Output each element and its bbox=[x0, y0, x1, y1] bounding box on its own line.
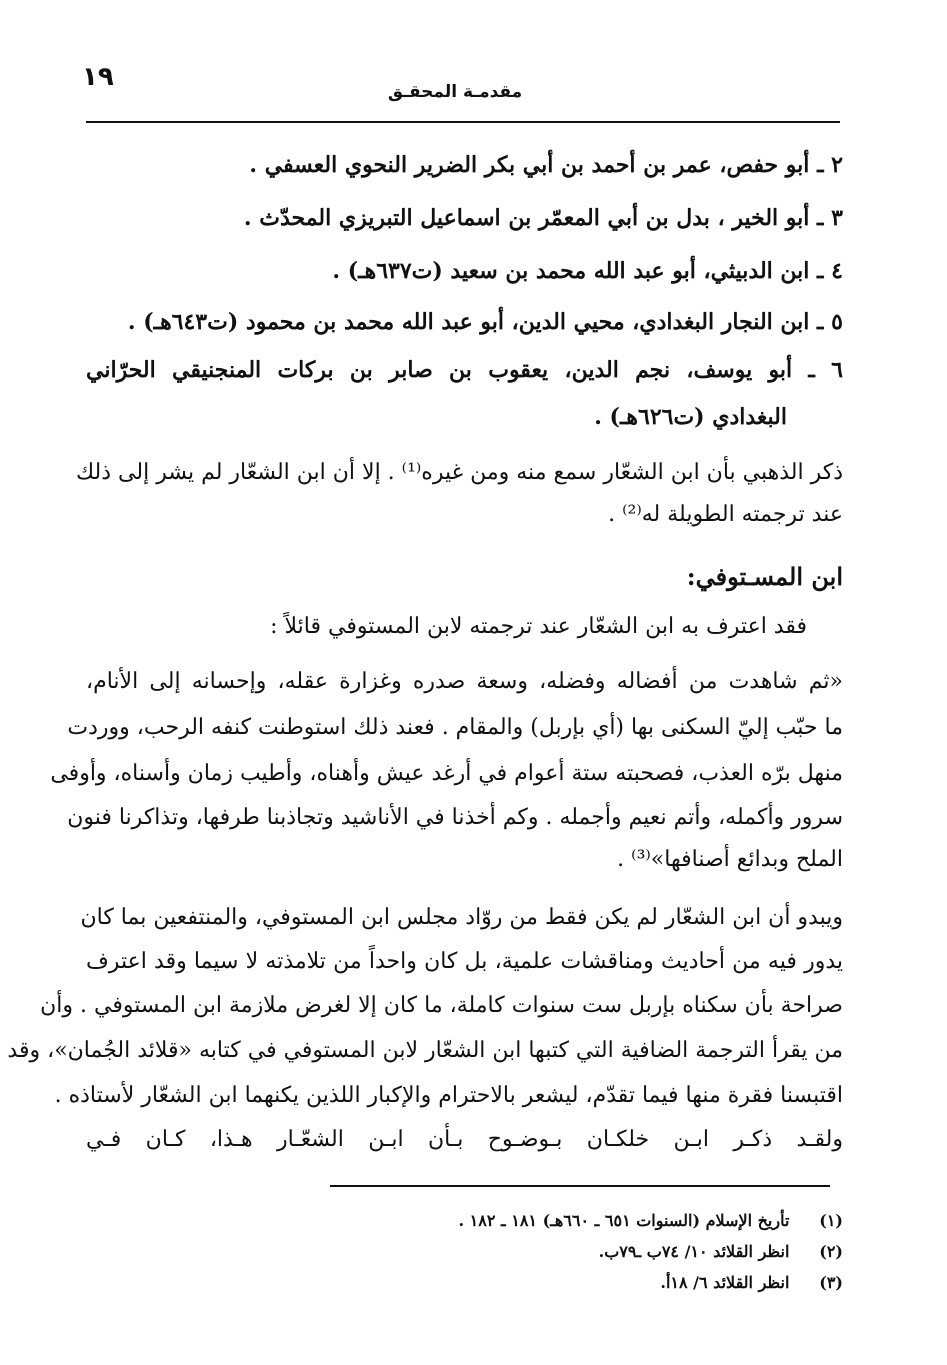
list-item: ٥ ـ ابن النجار البغدادي، محيي الدين، أبو عبد الله محمد بن محمود (ت٦٤٣هـ) . bbox=[127, 309, 843, 335]
footnote-rule bbox=[330, 1185, 830, 1187]
list-item: ٢ ـ أبو حفص، عمر بن أحمد بن أبي بكر الضرير النحوي العسفي . bbox=[249, 152, 843, 178]
running-title: مقدمـة المحقـق bbox=[387, 82, 523, 102]
list-item: ٦ ـ أبو يوسف، نجم الدين، يعقوب بن صابر بن بركات المنجنيقي الحرّاني bbox=[86, 357, 843, 383]
paragraph-line: ذكر الذهبي بأن ابن الشعّار سمع منه ومن غيره⁽¹⁾ . إلا أن ابن الشعّار لم يشر إلى ذلك bbox=[76, 460, 843, 485]
paragraph-line: صراحة بأن سكناه بإربل ست سنوات كاملة، ما كان إلا لغرض ملازمة ابن المستوفي . وأن bbox=[40, 993, 843, 1018]
quote-line: «ثم شاهدت من أفضاله وفضله، وسعة صدره وغزارة عقله، وإحسانه إلى الأنام، bbox=[86, 669, 843, 694]
footnote-number: (٢) bbox=[819, 1242, 843, 1261]
footnote-text: انظر القلائد ١٠/ ٧٤ب ـ٧٩ب. bbox=[598, 1242, 790, 1261]
list-item: ٣ ـ أبو الخير ، بدل بن أبي المعمّر بن اسماعيل التبريزي المحدّث . bbox=[243, 205, 843, 231]
footnote bbox=[458, 1210, 843, 1232]
footnote bbox=[660, 1272, 843, 1294]
quote-line: منهل برّه العذب، فصحبته ستة أعوام في أرغد عيش وأهناه، وأطيب زمان وأسناه، وأوفى bbox=[50, 761, 843, 786]
footnote-number: (١) bbox=[819, 1211, 843, 1230]
footnote-text: تأريخ الإسلام (السنوات ٦٥١ ـ ٦٦٠هـ) ١٨١ ـ ١٨٢ . bbox=[458, 1211, 790, 1230]
paragraph-line: فقد اعترف به ابن الشعّار عند ترجمته لابن المستوفي قائلاً : bbox=[270, 614, 807, 639]
paragraph-line: عند ترجمته الطويلة له⁽²⁾ . bbox=[608, 502, 843, 527]
paragraph-line: ولقـد ذكـر ابـن خلكـان بـوضـوح بـأن ابـن الشعّـار هـذا، كـان فـي bbox=[86, 1127, 843, 1152]
quote-line: ما حبّب إليّ السكنى بها (أي بإربل) والمقام . فعند ذلك استوطنت كنفه الرحب، ووردت bbox=[67, 715, 843, 740]
footnote bbox=[599, 1241, 843, 1263]
section-heading: ابن المسـتوفي: bbox=[686, 562, 843, 591]
quote-line: الملح وبدائع أصنافها»⁽³⁾ . bbox=[617, 847, 843, 872]
footnote-text: انظر القلائد ٦/ ١٨أ. bbox=[660, 1273, 790, 1292]
paragraph-line: من يقرأ الترجمة الضافية التي كتبها ابن الشعّار لابن المستوفي في كتابه «قلائد الجُمان»، وقد bbox=[7, 1038, 843, 1063]
list-item: ٤ ـ ابن الدبيثي، أبو عبد الله محمد بن سعيد (ت٦٣٧هـ) . bbox=[332, 258, 843, 284]
paragraph-line: ويبدو أن ابن الشعّار لم يكن فقط من روّاد مجلس ابن المستوفي، والمنتفعين بما كان bbox=[80, 905, 843, 930]
header-rule bbox=[86, 121, 840, 123]
list-item-continuation: البغدادي (ت٦٢٦هـ) . bbox=[594, 404, 787, 430]
paragraph-line: يدور فيه من أحاديث ومناقشات علمية، بل كان واحداً من تلامذته لا سيما وقد اعترف bbox=[86, 949, 843, 974]
page-number: ١٩ bbox=[82, 62, 114, 92]
quote-line: سرور وأكمله، وأتم نعيم وأجمله . وكم أخذنا في الأناشيد وتجاذبنا طرفها، وتذاكرنا فنون bbox=[67, 805, 843, 830]
footnote-number: (٣) bbox=[819, 1273, 843, 1292]
paragraph-line: اقتبسنا فقرة منها فيما تقدّم، ليشعر بالاحترام والإكبار اللذين يكنهما ابن الشعّار لأستاذه . bbox=[54, 1083, 843, 1108]
